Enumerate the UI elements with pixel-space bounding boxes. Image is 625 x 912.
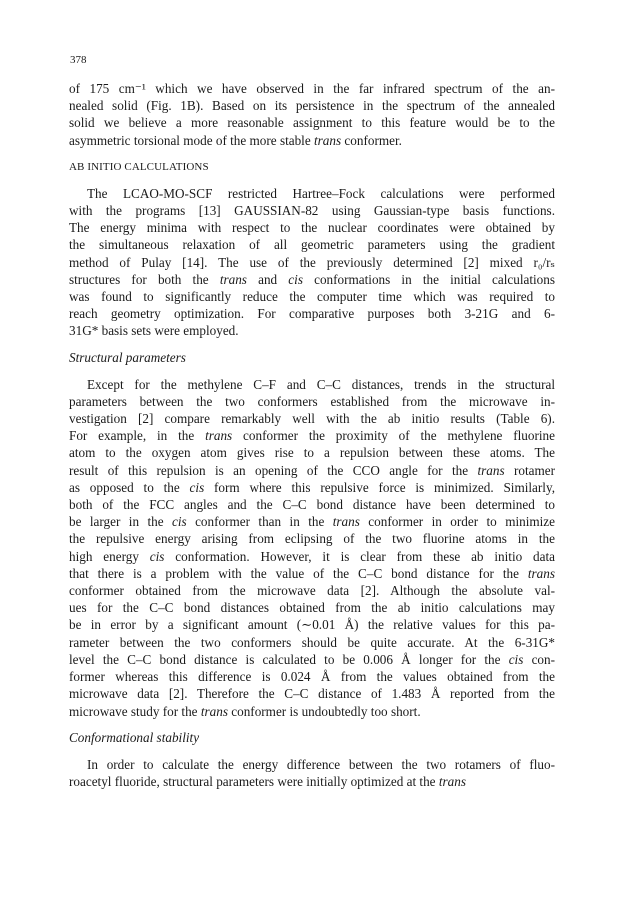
text-line: reach geometry optimization. For comparative purposes both 3-21G and 6-	[69, 306, 555, 322]
text-line: ues for the C–C bond distances obtained from the ab initio calculations may	[69, 600, 555, 616]
text-line: conformer obtained from the microwave data [2]. Although the absolute val-	[69, 583, 555, 599]
text-line: asymmetric torsional mode of the more stable trans conformer.	[69, 132, 402, 148]
text-line: be in error by a significant amount (∼0.01 Å) the relative values for this pa-	[69, 617, 555, 633]
text-line: microwave study for the trans conformer is undoubtedly too short.	[69, 703, 421, 719]
text-line: The energy minima with respect to the nuclear coordinates were obtained by	[69, 220, 555, 236]
text-line: structures for both the trans and cis conformations in the initial calculations	[69, 271, 556, 287]
text-line: rameter between the two conformers should be quite accurate. At the 6-31G*	[69, 634, 555, 650]
intro-paragraph	[69, 80, 555, 149]
text-line: The LCAO-MO-SCF restricted Hartree–Fock calculations were performed	[87, 185, 555, 201]
text-line: Except for the methylene C–F and C–C distances, trends in the structural	[87, 376, 555, 392]
text-line: solid we believe a more reasonable assignment to this feature would be to the	[69, 115, 555, 131]
text-line: vestigation [2] compare remarkably well with the ab initio results (Table 6).	[69, 411, 555, 427]
text-line: the repulsive energy arising from eclipsing of the two fluorine atoms in the	[69, 531, 555, 547]
section-title: AB INITIO CALCULATIONS	[69, 160, 209, 173]
text-line: with the programs [13] GAUSSIAN-82 using Gaussian-type basis functions.	[69, 203, 555, 219]
text-line: level the C–C bond distance is calculated to be 0.006 Å longer for the cis con-	[69, 651, 555, 667]
text-line: be larger in the cis conformer than in the trans conformer in order to minimize	[69, 514, 556, 530]
text-line: atom to the oxygen atom gives rise to a repulsion between these atoms. The	[69, 445, 555, 461]
text-line: as opposed to the cis form where this repulsive force is minimized. Similarly,	[69, 479, 555, 495]
text-line: 31G* basis sets were employed.	[69, 323, 239, 339]
text-line: of 175 cm⁻¹ which we have observed in the far infrared spectrum of the an-	[69, 81, 555, 96]
subsection-title-conformational: Conformational stability	[69, 729, 200, 745]
text-line: that there is a problem with the value of the C–C bond distance for the trans	[69, 565, 555, 581]
text-line: was found to significantly reduce the computer time which was required to	[69, 289, 555, 305]
page-number: 378	[70, 54, 87, 66]
page-body	[69, 80, 555, 790]
text-line: nealed solid (Fig. 1B). Based on its persistence in the spectrum of the annealed	[69, 98, 555, 114]
structural-paragraph	[69, 376, 555, 720]
text-line: high energy cis conformation. However, it is clear from these ab initio data	[69, 548, 556, 564]
subsection-title-structural: Structural parameters	[69, 349, 186, 365]
text-line: former whereas this difference is 0.024 Å from the values obtained from the	[69, 669, 555, 685]
text-line: result of this repulsion is an opening of the CCO angle for the trans rotamer	[69, 462, 555, 478]
text-line: roacetyl fluoride, structural parameters were initially optimized at the trans	[69, 773, 466, 789]
text-line: For example, in the trans conformer the proximity of the methylene fluorine	[69, 428, 555, 444]
text-line: In order to calculate the energy difference between the two rotamers of fluo-	[87, 756, 555, 772]
text-line: parameters between the two conformers established from the microwave in-	[69, 393, 555, 409]
ab-initio-paragraph	[69, 185, 555, 340]
text-line: both of the FCC angles and the C–C bond distance have been determined to	[69, 497, 555, 513]
text-line: the simultaneous relaxation of all geometric parameters using the gradient	[69, 237, 555, 253]
conformational-paragraph	[69, 756, 555, 790]
text-line: method of Pulay [14]. The use of the previously determined [2] mixed r₀/rₛ	[69, 254, 555, 270]
text-line: microwave data [2]. Therefore the C–C distance of 1.483 Å reported from the	[69, 686, 555, 702]
